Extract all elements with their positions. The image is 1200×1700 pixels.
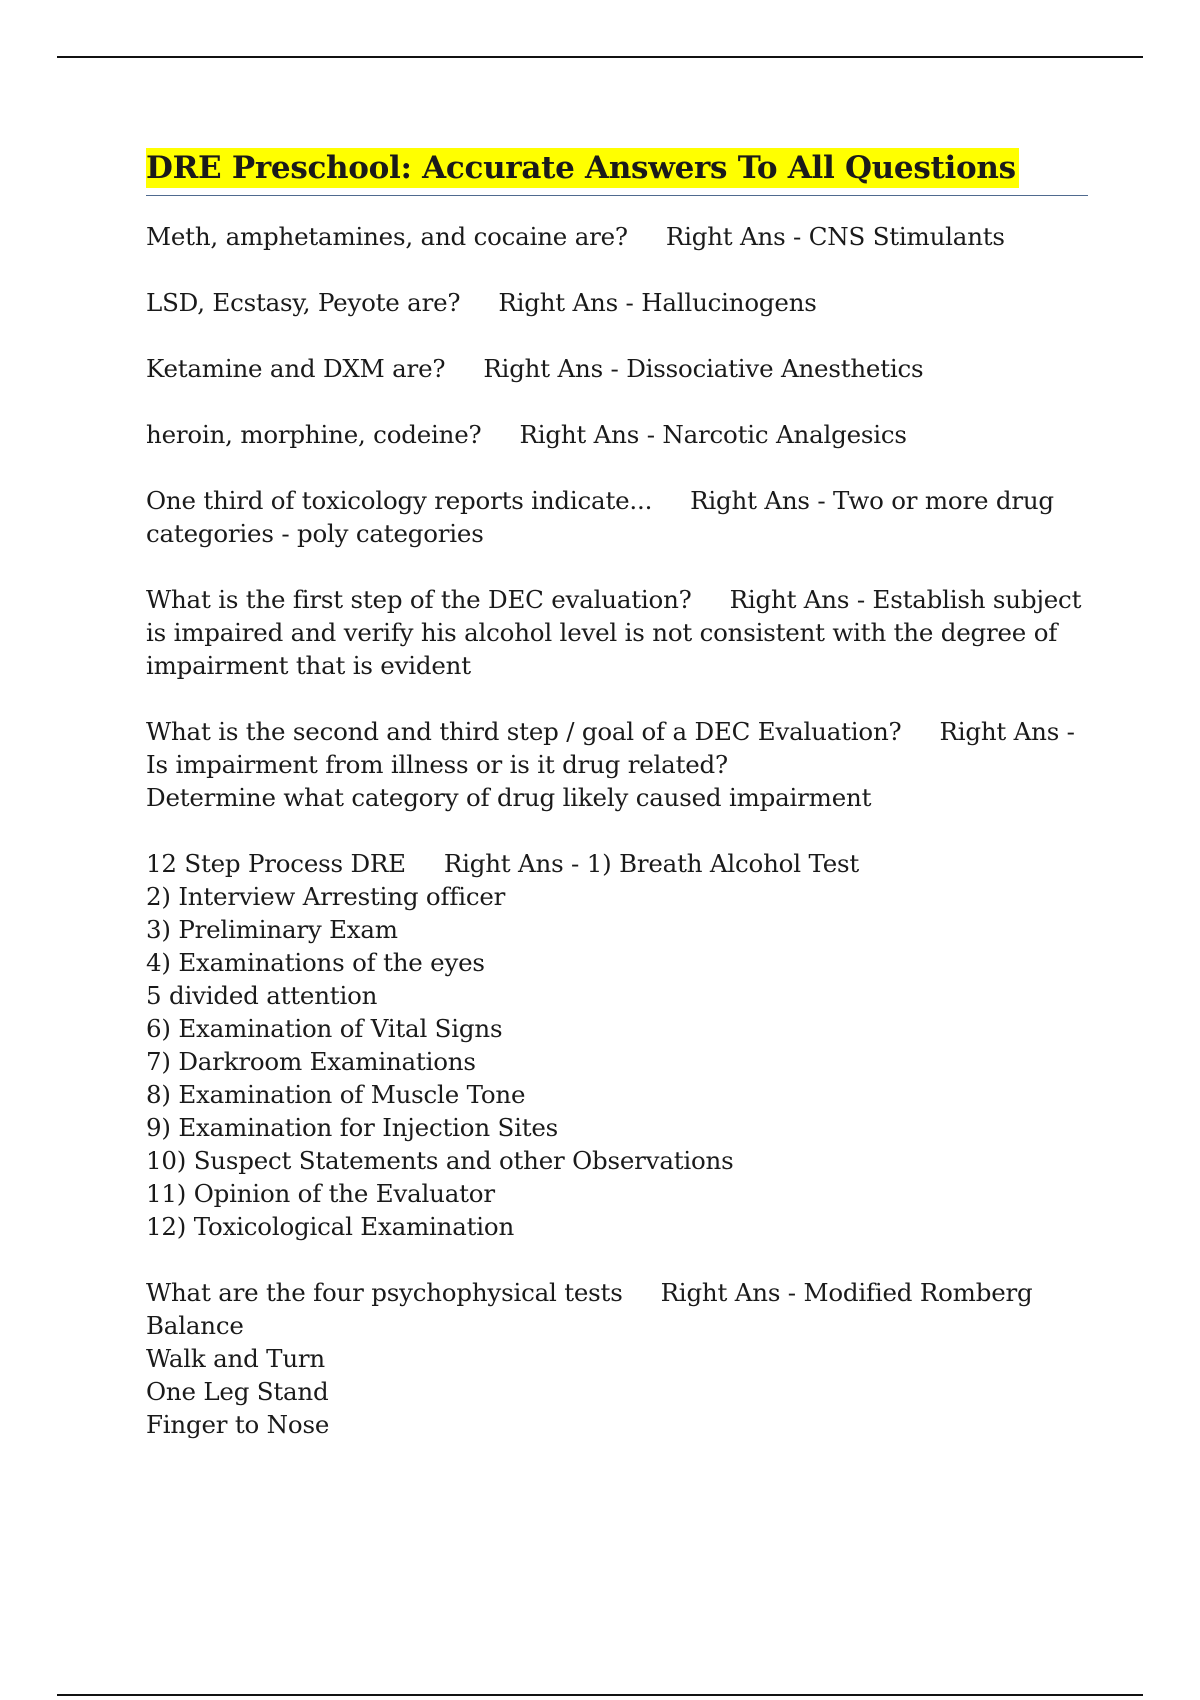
document-title: DRE Preschool: Accurate Answers To All Questions bbox=[146, 148, 1019, 188]
answer-prefix: Right Ans - bbox=[660, 1278, 804, 1307]
question-text: What is the second and third step / goal of a DEC Evaluation? bbox=[146, 717, 902, 746]
answer-prefix: Right Ans - bbox=[519, 420, 663, 449]
qa-item bbox=[146, 220, 1088, 253]
answer-line: 11) Opinion of the Evaluator bbox=[146, 1179, 495, 1208]
answer-text: CNS Stimulants bbox=[808, 222, 1005, 251]
question-text: What is the first step of the DEC evaluation? bbox=[146, 585, 692, 614]
qa-item bbox=[146, 418, 1088, 451]
answer-prefix: Right Ans - bbox=[690, 486, 834, 515]
answer-text: Narcotic Analgesics bbox=[662, 420, 907, 449]
answer-line: Walk and Turn bbox=[146, 1344, 325, 1373]
answer-line: 6) Examination of Vital Signs bbox=[146, 1014, 503, 1043]
answer-line: 3) Preliminary Exam bbox=[146, 915, 398, 944]
answer-line: 10) Suspect Statements and other Observations bbox=[146, 1146, 734, 1175]
qa-item bbox=[146, 352, 1088, 385]
document-body bbox=[146, 148, 1088, 1474]
question-text: LSD, Ecstasy, Peyote are? bbox=[146, 288, 461, 317]
qa-item bbox=[146, 1276, 1088, 1441]
answer-text: Modified Romberg Balance bbox=[146, 1278, 1033, 1340]
answer-line: 7) Darkroom Examinations bbox=[146, 1047, 476, 1076]
answer-prefix: Right Ans - bbox=[483, 354, 627, 383]
qa-list bbox=[146, 220, 1088, 1441]
answer-prefix: Right Ans - bbox=[665, 222, 809, 251]
header-rule bbox=[57, 56, 1143, 58]
answer-prefix: Right Ans - bbox=[498, 288, 642, 317]
question-text: Ketamine and DXM are? bbox=[146, 354, 446, 383]
answer-line: Determine what category of drug likely caused impairment bbox=[146, 783, 872, 812]
answer-line: Finger to Nose bbox=[146, 1410, 330, 1439]
answer-text: Dissociative Anesthetics bbox=[626, 354, 924, 383]
question-text: One third of toxicology reports indicate... bbox=[146, 486, 653, 515]
answer-line: 2) Interview Arresting officer bbox=[146, 882, 506, 911]
answer-line: 12) Toxicological Examination bbox=[146, 1212, 515, 1241]
qa-item bbox=[146, 715, 1088, 814]
answer-text: Is impairment from illness or is it drug related? bbox=[146, 750, 728, 779]
answer-line: 4) Examinations of the eyes bbox=[146, 948, 485, 977]
question-text: Meth, amphetamines, and cocaine are? bbox=[146, 222, 628, 251]
answer-text: Establish subject is impaired and verify his alcohol level is not consistent with the degree of impairment that is evident bbox=[146, 585, 1082, 680]
answer-prefix: Right Ans - bbox=[939, 717, 1075, 746]
answer-line: 8) Examination of Muscle Tone bbox=[146, 1080, 526, 1109]
title-block bbox=[146, 148, 1088, 196]
answer-prefix: Right Ans - bbox=[729, 585, 873, 614]
qa-item bbox=[146, 286, 1088, 319]
qa-item bbox=[146, 583, 1088, 682]
answer-line: 5 divided attention bbox=[146, 981, 378, 1010]
answer-text: 1) Breath Alcohol Test bbox=[586, 849, 860, 878]
qa-item bbox=[146, 484, 1088, 550]
answer-line: 9) Examination for Injection Sites bbox=[146, 1113, 559, 1142]
answer-text: Two or more drug categories - poly categories bbox=[146, 486, 1054, 548]
footer-rule bbox=[57, 1694, 1143, 1696]
answer-text: Hallucinogens bbox=[641, 288, 817, 317]
question-text: What are the four psychophysical tests bbox=[146, 1278, 623, 1307]
question-text: 12 Step Process DRE bbox=[146, 849, 406, 878]
question-text: heroin, morphine, codeine? bbox=[146, 420, 482, 449]
answer-line: One Leg Stand bbox=[146, 1377, 329, 1406]
qa-item bbox=[146, 847, 1088, 1243]
answer-prefix: Right Ans - bbox=[443, 849, 587, 878]
